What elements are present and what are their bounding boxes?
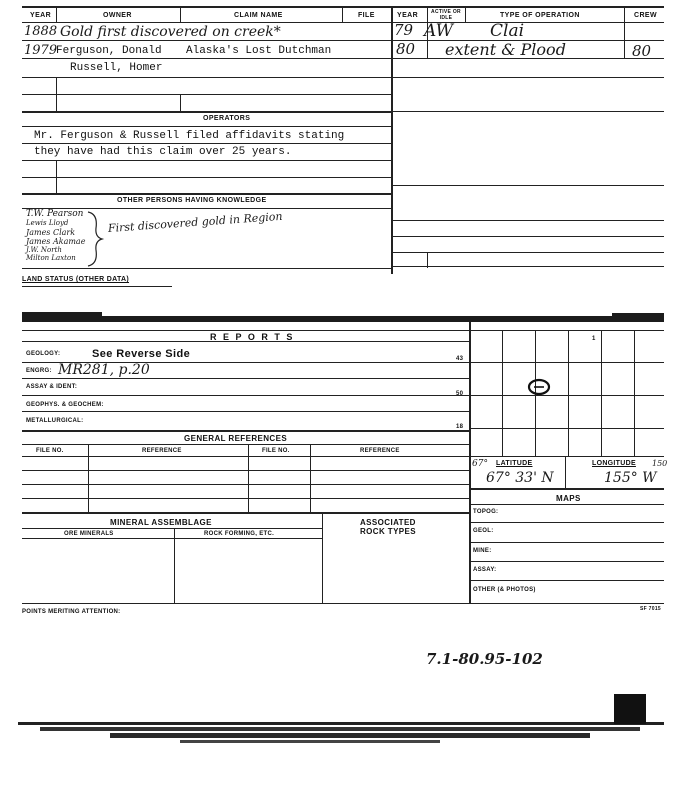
engrg-value: MR281, p.20 (58, 362, 150, 378)
header-claim-name: CLAIM NAME (234, 12, 283, 19)
header-type-of-operation: TYPE OF OPERATION (500, 12, 580, 19)
owner-row-2-claim: Alaska's Lost Dutchman (186, 45, 332, 57)
brace-mark (86, 210, 106, 268)
geology-value: See Reverse Side (92, 348, 191, 360)
knowledge-name-4: James Akamae (26, 237, 86, 246)
op-row-2-year: 80 (396, 40, 416, 58)
maps-assay: ASSAY: (473, 567, 497, 573)
latitude-label: LATITUDE (496, 460, 533, 467)
knowledge-name-1: T.W. Pearson (26, 209, 84, 219)
op-row-1-status: AW (424, 21, 454, 41)
general-references-title: GENERAL REFERENCES (184, 434, 288, 443)
latitude-value: 67° 33' N (486, 470, 554, 486)
header-year-2: YEAR (397, 12, 419, 19)
torn-band-top-right (612, 313, 664, 317)
maps-other: OTHER (& PHOTOS) (473, 587, 536, 593)
gr-col-file-2: FILE NO. (262, 448, 290, 454)
header-owner: OWNER (103, 12, 132, 19)
header-year: YEAR (30, 12, 52, 19)
header-crew: CREW (634, 12, 657, 19)
lon-suffix: 150 (652, 459, 668, 468)
num-43: 43 (456, 356, 464, 362)
maps-topog: TOPOG: (473, 509, 499, 515)
knowledge-name-6: Milton Laxton (26, 254, 76, 262)
knowledge-name-2: Lewis Lloyd (26, 219, 69, 227)
form-number: SF 7015 (640, 606, 662, 612)
owner-row-1-year: 1888 (24, 24, 58, 39)
header-file: FILE (358, 12, 375, 19)
gr-col-ref-2: REFERENCE (360, 448, 400, 454)
knowledge-title: OTHER PERSONS HAVING KNOWLEDGE (117, 197, 267, 204)
knowledge-name-3: James Clark (26, 228, 76, 237)
rock-forming: ROCK FORMING, ETC. (204, 531, 275, 537)
rock-types-label: ROCK TYPES (360, 527, 417, 536)
file-reference: 7.1-80.95-102 (426, 650, 543, 668)
torn-band-top (22, 316, 664, 322)
assay-label: ASSAY & IDENT: (26, 384, 78, 390)
longitude-value: 155° W (604, 470, 657, 486)
knowledge-name-5: J.W. North (26, 246, 62, 254)
lat-prefix: 67° (472, 459, 488, 469)
associated-label: ASSOCIATED (360, 518, 416, 527)
header-active-idle: ACTIVE OR IDLE (431, 9, 461, 21)
op-row-2-type: extent & Plood (445, 40, 566, 59)
knowledge-note: First discovered gold in Region (107, 209, 283, 235)
black-square (614, 694, 646, 724)
owner-row-3-owner: Russell, Homer (70, 62, 163, 74)
header-top-line (22, 6, 664, 8)
op-row-2-crew: 80 (632, 42, 652, 60)
maps-geol: GEOL: (473, 528, 494, 534)
gr-col-ref-1: REFERENCE (142, 448, 182, 454)
header-bottom-line (22, 22, 664, 23)
location-circle-mark (526, 377, 552, 397)
maps-mine: MINE: (473, 548, 492, 554)
gr-col-file-1: FILE NO. (36, 448, 64, 454)
op-row-1-year: 79 (394, 21, 414, 39)
owner-row-2-owner: Ferguson, Donald (56, 45, 162, 57)
grid-number: 1 (592, 336, 596, 342)
points-meriting-attention: POINTS MERITING ATTENTION: (22, 609, 121, 615)
num-18: 18 (456, 424, 464, 430)
num-50: 50 (456, 391, 464, 397)
center-divider (391, 6, 393, 274)
longitude-label: LONGITUDE (592, 460, 636, 467)
operators-line-1: Mr. Ferguson & Russell filed affidavits stating (34, 130, 345, 142)
operators-line-2: they have had this claim over 25 years. (34, 146, 292, 158)
land-status: LAND STATUS (OTHER DATA) (22, 276, 130, 283)
engrg-label: ENGRG: (26, 368, 52, 374)
reports-title: R E P O R T S (210, 332, 295, 342)
geophys-label: GEOPHYS. & GEOCHEM: (26, 402, 104, 408)
ore-minerals: ORE MINERALS (64, 531, 114, 537)
mineral-title: MINERAL ASSEMBLAGE (110, 518, 212, 527)
maps-title: MAPS (556, 494, 581, 503)
geology-label: GEOLOGY: (26, 351, 61, 357)
owner-row-1-text: Gold first discovered on creek* (60, 24, 281, 40)
owner-row-2-year: 1979 (24, 43, 58, 58)
metallurgical-label: METALLURGICAL: (26, 418, 84, 424)
torn-band-top-left (22, 312, 102, 317)
op-row-1-type: Clai (490, 21, 525, 41)
operators-title: OPERATORS (203, 115, 251, 122)
